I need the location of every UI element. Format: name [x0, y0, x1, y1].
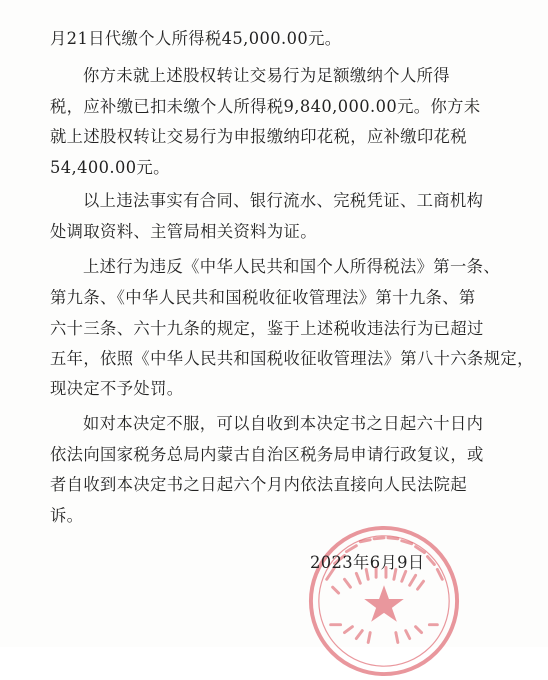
text-line: 以上违法事实有合同、银行流水、完税凭证、工商机构: [83, 191, 484, 210]
text-line: 54,400.00元。: [50, 158, 170, 177]
text-line: 第九条、《中华人民共和国税收征收管理法》第十九条、第: [50, 288, 476, 307]
text-line: 者自收到本决定书之日起六个月内依法直接向人民法院起: [50, 475, 468, 494]
text-line: 五年，依照《中华人民共和国税收征收管理法》第八十六条规定，: [50, 349, 534, 368]
text-line: 依法向国家税务总局内蒙古自治区税务局申请行政复议，或: [50, 445, 484, 464]
text-line: 六十三条、六十九条的规定，鉴于上述税收违法行为已超过: [50, 319, 484, 338]
text-line: 上述行为违反《中华人民共和国个人所得税法》第一条、: [83, 257, 501, 276]
text-line: 就上述股权转让交易行为申报缴纳印花税，应补缴印花税: [50, 127, 468, 146]
text-line: 诉。: [50, 506, 84, 525]
text-line: 如对本决定不服，可以自收到本决定书之日起六十日内: [83, 414, 484, 433]
text-line: 税，应补缴已扣未缴个人所得税9,840,000.00元。你方未: [50, 97, 481, 116]
text-line: 处调取资料、主管局相关资料为证。: [50, 222, 317, 241]
text-line: 月21日代缴个人所得税45,000.00元。: [50, 29, 342, 48]
official-seal-stamp: [305, 522, 463, 680]
text-line: 你方未就上述股权转让交易行为足额缴纳个人所得: [83, 66, 450, 85]
text-line: 现决定不予处罚。: [50, 379, 184, 398]
document-date: 2023年6月9日: [310, 553, 425, 572]
